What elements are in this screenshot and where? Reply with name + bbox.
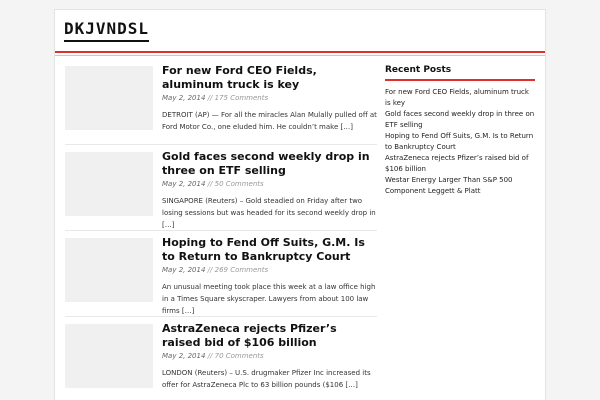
post-excerpt: An unusual meeting took place this week at a law office high in a Times Square skyscraper. Lawyers from about 100 law firms […]: [162, 283, 376, 315]
post-meta: [162, 351, 377, 361]
post-excerpt: DETROIT (AP) — For all the miracles Alan Mulally pulled off at Ford Motor Co., one eluded him. He couldn’t make […]: [162, 111, 377, 131]
site-header: [55, 10, 545, 53]
recent-post-link[interactable]: AstraZeneca rejects Pfizer’s raised bid of $106 billion: [385, 154, 529, 173]
recent-post-link[interactable]: Hoping to Fend Off Suits, G.M. Is to Return to Bankruptcy Court: [385, 132, 534, 151]
meta-separator: //: [207, 180, 213, 188]
post-thumbnail[interactable]: [65, 238, 153, 302]
post-meta: [162, 265, 377, 275]
post-comments-link[interactable]: 50 Comments: [214, 180, 264, 188]
post-body: [162, 64, 377, 133]
post-thumbnail[interactable]: [65, 152, 153, 216]
post-title-link[interactable]: Hoping to Fend Off Suits, G.M. Is to Return to Bankruptcy Court: [162, 236, 365, 263]
post-thumbnail[interactable]: [65, 66, 153, 130]
post-date: May 2, 2014: [162, 94, 206, 102]
post-title-link[interactable]: For new Ford CEO Fields, aluminum truck is key: [162, 64, 317, 91]
post-item: [65, 150, 377, 230]
post-divider: [65, 316, 377, 317]
recent-post-link[interactable]: Gold faces second weekly drop in three on ETF selling: [385, 110, 535, 129]
post-body: [162, 236, 377, 317]
recent-posts-list: [385, 87, 535, 196]
header-rule: [55, 55, 545, 56]
post-title-link[interactable]: Gold faces second weekly drop in three on ETF selling: [162, 150, 370, 177]
post-divider: [65, 144, 377, 145]
recent-post-link[interactable]: For new Ford CEO Fields, aluminum truck is key: [385, 88, 529, 107]
meta-separator: //: [207, 352, 213, 360]
post-title-link[interactable]: AstraZeneca rejects Pfizer’s raised bid of $106 billion: [162, 322, 337, 349]
post-item: [65, 322, 377, 400]
post-meta: [162, 179, 377, 189]
post-item: [65, 64, 377, 144]
sidebar: [385, 64, 535, 197]
post-body: [162, 322, 377, 391]
post-date: May 2, 2014: [162, 266, 206, 274]
site-title-link[interactable]: DKJVNDSL: [64, 20, 149, 42]
post-comments-link[interactable]: 269 Comments: [214, 266, 269, 274]
post-excerpt: LONDON (Reuters) – U.S. drugmaker Pfizer Inc increased its offer for AstraZeneca Plc to 63 billion pounds ($106 […]: [162, 369, 371, 389]
page-container: [54, 9, 546, 400]
post-divider: [65, 230, 377, 231]
post-excerpt: SINGAPORE (Reuters) – Gold steadied on Friday after two losing sessions but was headed for its second weekly drop in […]: [162, 197, 376, 229]
recent-posts-heading: Recent Posts: [385, 64, 535, 81]
post-date: May 2, 2014: [162, 180, 206, 188]
post-comments-link[interactable]: 175 Comments: [214, 94, 269, 102]
post-item: [65, 236, 377, 316]
post-thumbnail[interactable]: [65, 324, 153, 388]
meta-separator: //: [207, 94, 213, 102]
recent-post-link[interactable]: Westar Energy Larger Than S&P 500 Component Leggett & Platt: [385, 176, 513, 195]
post-body: [162, 150, 377, 231]
post-meta: [162, 93, 377, 103]
post-date: May 2, 2014: [162, 352, 206, 360]
post-comments-link[interactable]: 70 Comments: [214, 352, 264, 360]
meta-separator: //: [207, 266, 213, 274]
